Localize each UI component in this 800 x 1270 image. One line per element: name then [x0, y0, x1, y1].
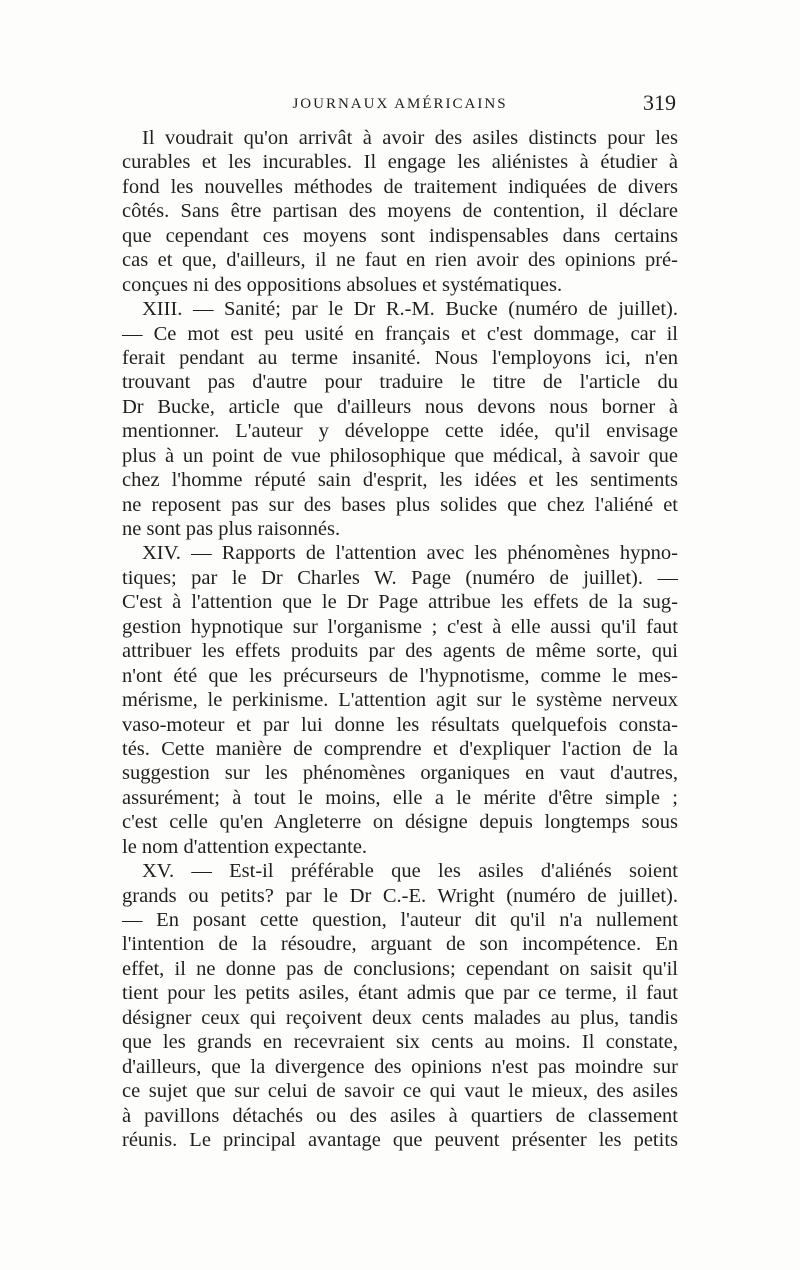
- text-line: conçues ni des oppositions absolues et systématiques.: [122, 273, 563, 296]
- text-line: à pavillons détachés ou des asiles à quartiers de classement: [122, 1104, 678, 1127]
- text-line: ne reposent pas sur des bases plus solides que chez l'aliéné et: [122, 493, 678, 516]
- text-line: Il voudrait qu'on arrivât à avoir des asiles distincts pour les: [142, 127, 678, 149]
- page-header: [122, 88, 678, 120]
- text-line: curables et les incurables. Il engage les aliénistes à étudier à: [122, 151, 678, 174]
- text-line: C'est à l'attention que le Dr Page attribue les effets de la sug-: [122, 591, 678, 614]
- text-line: attribuer les effets produits par des agents de même sorte, qui: [122, 640, 678, 663]
- text-line: n'ont été que les précurseurs de l'hypnotisme, comme le mes-: [122, 664, 678, 687]
- text-line: effet, il ne donne pas de conclusions; cependant on saisit qu'il: [122, 957, 678, 980]
- text-line: trouvant pas d'autre pour traduire le titre de l'article du: [122, 371, 678, 394]
- text-line: tés. Cette manière de comprendre et d'expliquer l'action de la: [122, 737, 678, 760]
- text-line: Dr Bucke, article que d'ailleurs nous devons nous borner à: [122, 395, 678, 418]
- text-line: suggestion sur les phénomènes organiques en vaut d'autres,: [122, 762, 678, 785]
- text-line: réunis. Le principal avantage que peuvent présenter les petits: [122, 1128, 678, 1151]
- text-line: que les grands en recevraient six cents au moins. Il constate,: [122, 1031, 678, 1054]
- text-line: — En posant cette question, l'auteur dit qu'il n'a nullement: [122, 909, 678, 931]
- text-line: XIII. — Sanité; par le Dr R.-M. Bucke (numéro de juillet).: [142, 298, 678, 321]
- text-line: chez l'homme réputé sain d'esprit, les idées et les sentiments: [122, 469, 678, 492]
- text-line: ferait pendant au terme insanité. Nous l'employons ici, n'en: [122, 346, 678, 369]
- text-line: gestion hypnotique sur l'organisme ; c'est à elle aussi qu'il faut: [122, 615, 678, 638]
- text-line: grands ou petits? par le Dr C.-E. Wright (numéro de juillet).: [122, 884, 678, 907]
- text-line: XIV. — Rapports de l'attention avec les phénomènes hypno-: [142, 542, 678, 565]
- text-line: fond les nouvelles méthodes de traitement indiquées de divers: [122, 175, 678, 198]
- text-line: le nom d'attention expectante.: [122, 835, 368, 858]
- text-line: que cependant ces moyens sont indispensables dans certains: [122, 224, 678, 247]
- text-line: assurément; à tout le moins, elle a le mérite d'être simple ;: [122, 786, 678, 809]
- text-line: cas et que, d'ailleurs, il ne faut en rien avoir des opinions pré-: [122, 249, 678, 272]
- text-line: vaso-moteur et par lui donne les résultats quelquefois consta-: [122, 713, 678, 736]
- running-head: JOURNAUX AMÉRICAINS: [292, 96, 508, 112]
- text-line: l'intention de la résoudre, arguant de son incompétence. En: [122, 933, 678, 956]
- body-text: [122, 126, 678, 1152]
- text-line: c'est celle qu'en Angleterre on désigne depuis longtemps sous: [122, 811, 678, 834]
- text-line: ce sujet que sur celui de savoir ce qui vaut le mieux, des asiles: [122, 1080, 678, 1103]
- text-line: d'ailleurs, que la divergence des opinions n'est pas moindre sur: [122, 1055, 678, 1078]
- text-line: tiques; par le Dr Charles W. Page (numéro de juillet). —: [122, 566, 678, 589]
- text-line: mentionner. L'auteur y développe cette idée, qu'il envisage: [122, 420, 678, 443]
- page-number: 319: [643, 90, 676, 115]
- text-line: plus à un point de vue philosophique que médical, à savoir que: [122, 444, 678, 467]
- text-line: XV. — Est-il préférable que les asiles d'aliénés soient: [142, 860, 678, 883]
- text-line: côtés. Sans être partisan des moyens de contention, il déclare: [122, 200, 678, 223]
- text-line: — Ce mot est peu usité en français et c'est dommage, car il: [122, 322, 678, 345]
- text-line: désigner ceux qui reçoivent deux cents malades au plus, tandis: [122, 1006, 678, 1029]
- text-line: ne sont pas plus raisonnés.: [122, 518, 341, 540]
- text-line: mérisme, le perkinisme. L'attention agit sur le système nerveux: [122, 689, 678, 712]
- text-line: tient pour les petits asiles, étant admis que par ce terme, il faut: [122, 982, 678, 1005]
